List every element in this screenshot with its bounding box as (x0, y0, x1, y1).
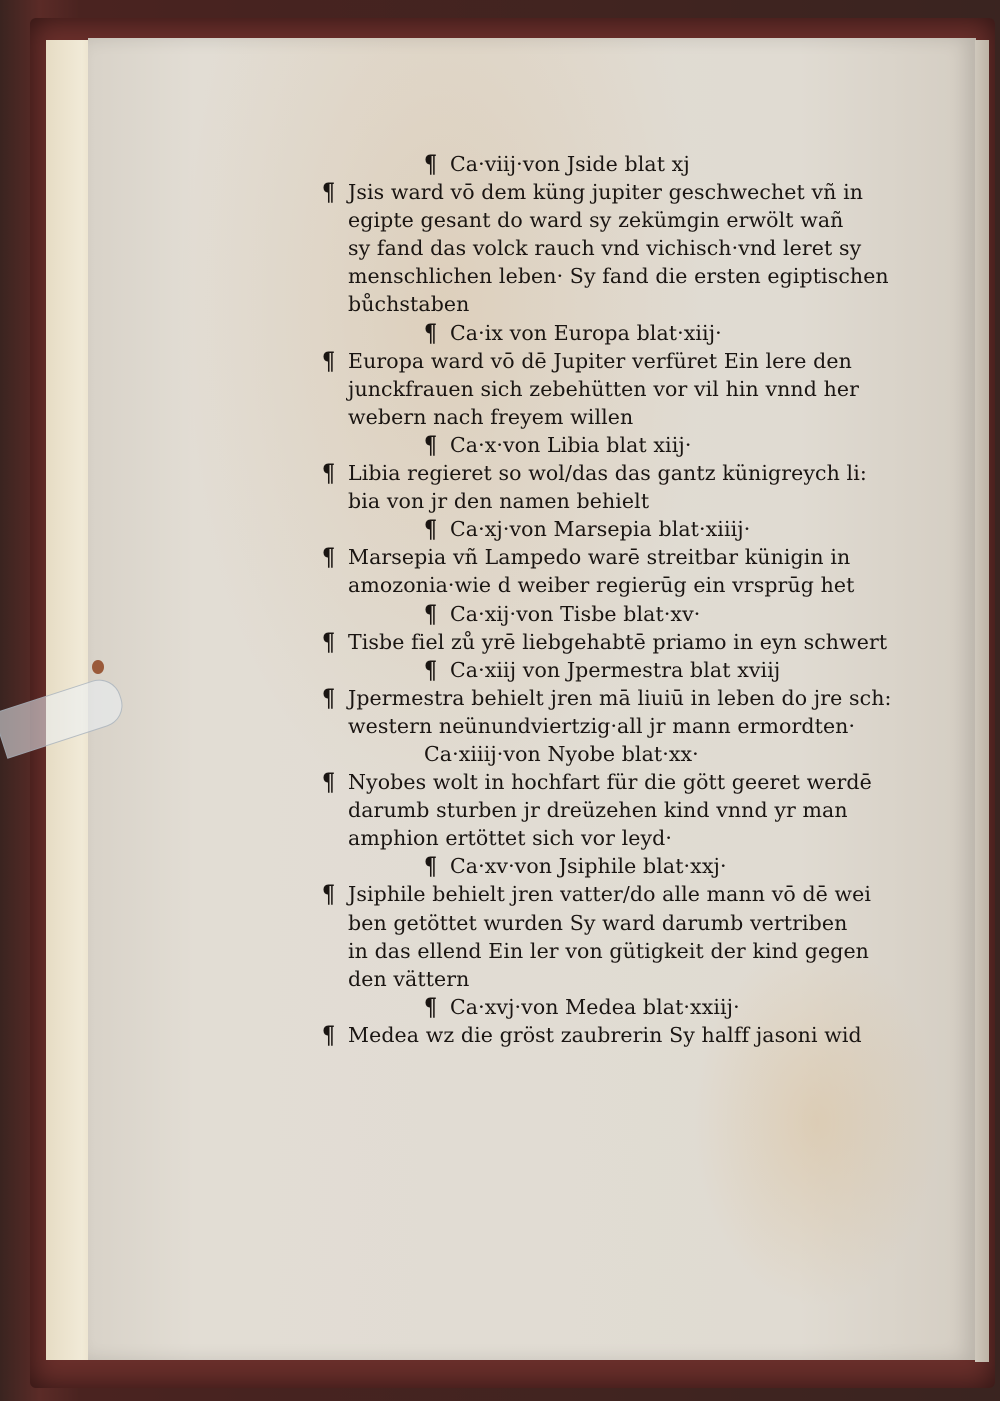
chapter-summary: ¶ Jsis ward vō dem küng jupiter geschwechet vñ in (322, 178, 882, 206)
chapter-heading: ¶ Ca·xv·von Jsiphile blat·xxj· (322, 852, 882, 880)
chapter-summary: ¶ Marsepia vñ Lampedo warē streitbar künigin in (322, 543, 882, 571)
chapter-summary: ¶ Tisbe fiel zů yrē liebgehabtē priamo in eyn schwert (322, 628, 882, 656)
summary-line: amphion ertöttet sich vor leyd· (348, 826, 673, 851)
chapter-summary: ¶ Libia regieret so wol/das das gantz künigreych li: (322, 459, 882, 487)
summary-line: bůchstaben (348, 292, 470, 317)
chapter-heading: ¶ Ca·xj·von Marsepia blat·xiiij· (322, 515, 882, 543)
summary-line: amozonia·wie d weiber regierūg ein vrsprūg het (348, 573, 855, 598)
summary-line: in das ellend Ein ler von gütigkeit der kind gegen (348, 938, 869, 963)
chapter-heading: ¶ Ca·xij·von Tisbe blat·xv· (322, 600, 882, 628)
pilcrow-icon: ¶ (322, 767, 336, 797)
chapter-summary: ¶ Nyobes wolt in hochfart für die gött geeret werdē (322, 768, 882, 796)
pilcrow-icon: ¶ (424, 992, 438, 1022)
chapter-summary: ¶ Jsiphile behielt jren vatter/do alle mann vō dē wei (322, 880, 882, 908)
entry-medea (322, 993, 882, 1049)
pilcrow-icon: ¶ (322, 1020, 336, 1050)
chapter-heading: ¶ Ca·ix von Europa blat·xiij· (322, 319, 882, 347)
pilcrow-icon: ¶ (322, 880, 336, 909)
page-stain (92, 660, 104, 674)
summary-line: sy fand das volck rauch vnd vichisch·vnd leret sy (348, 236, 862, 261)
pilcrow-icon: ¶ (424, 851, 438, 881)
pilcrow-icon: ¶ (322, 458, 336, 488)
chapter-summary: ¶ Medea wz die gröst zaubrerin Sy halff jasoni wid (322, 1021, 882, 1049)
entry-jpermestra (322, 655, 892, 740)
pilcrow-icon: ¶ (322, 627, 336, 656)
chapter-heading: ¶ Ca·xvj·von Medea blat·xxiij· (322, 993, 882, 1021)
chapter-summary: ¶ Jpermestra behielt jren mā liuiū in leben do jre sch: (322, 684, 882, 712)
pilcrow-icon: ¶ (322, 542, 336, 572)
summary-line: western neünundviertzig·all jr mann ermordten· (348, 713, 856, 738)
summary-line: menschlichen leben· Sy fand die ersten egiptischen (348, 264, 889, 289)
pilcrow-icon: ¶ (424, 514, 438, 544)
pilcrow-icon: ¶ (424, 655, 438, 685)
summary-line: ben getöttet wurden Sy ward darumb vertriben (348, 910, 848, 935)
entry-europa (322, 319, 882, 431)
entry-libia (322, 431, 882, 515)
chapter-heading: ¶ Ca·xiij von Jpermestra blat xviij (322, 656, 882, 684)
chapter-heading: Ca·xiiij·von Nyobe blat·xx· (424, 741, 699, 766)
page-edge (975, 40, 989, 1362)
table-of-contents (322, 149, 892, 1050)
chapter-summary: ¶ Europa ward vō dē Jupiter verfüret Ein lere den (322, 347, 882, 375)
summary-line: den vättern (348, 966, 470, 991)
summary-line: darumb sturben jr dreüzehen kind vnnd yr man (348, 798, 848, 823)
pilcrow-icon: ¶ (322, 346, 336, 376)
pilcrow-icon: ¶ (424, 599, 438, 628)
pilcrow-icon: ¶ (424, 430, 438, 460)
summary-line: webern nach freyem willen (348, 404, 634, 429)
chapter-heading: ¶ Ca·x·von Libia blat xiij· (322, 431, 882, 459)
summary-line: egipte gesant do ward sy zekümgin erwölt wañ (348, 208, 844, 233)
summary-line: bia von jr den namen behielt (348, 489, 650, 514)
pilcrow-icon: ¶ (424, 149, 438, 179)
entry-jsiphile (322, 852, 882, 992)
entry-isis (322, 149, 889, 319)
entry-nyobe (322, 740, 882, 852)
summary-line: junckfrauen sich zebehütten vor vil hin vnnd her (348, 376, 860, 401)
entry-tisbe (322, 599, 888, 656)
entry-marsepia (322, 515, 882, 599)
pilcrow-icon: ¶ (322, 177, 336, 207)
chapter-heading: ¶ Ca·viij·von Jside blat xj (322, 150, 882, 178)
pilcrow-icon: ¶ (424, 318, 438, 347)
pilcrow-icon: ¶ (322, 683, 336, 713)
